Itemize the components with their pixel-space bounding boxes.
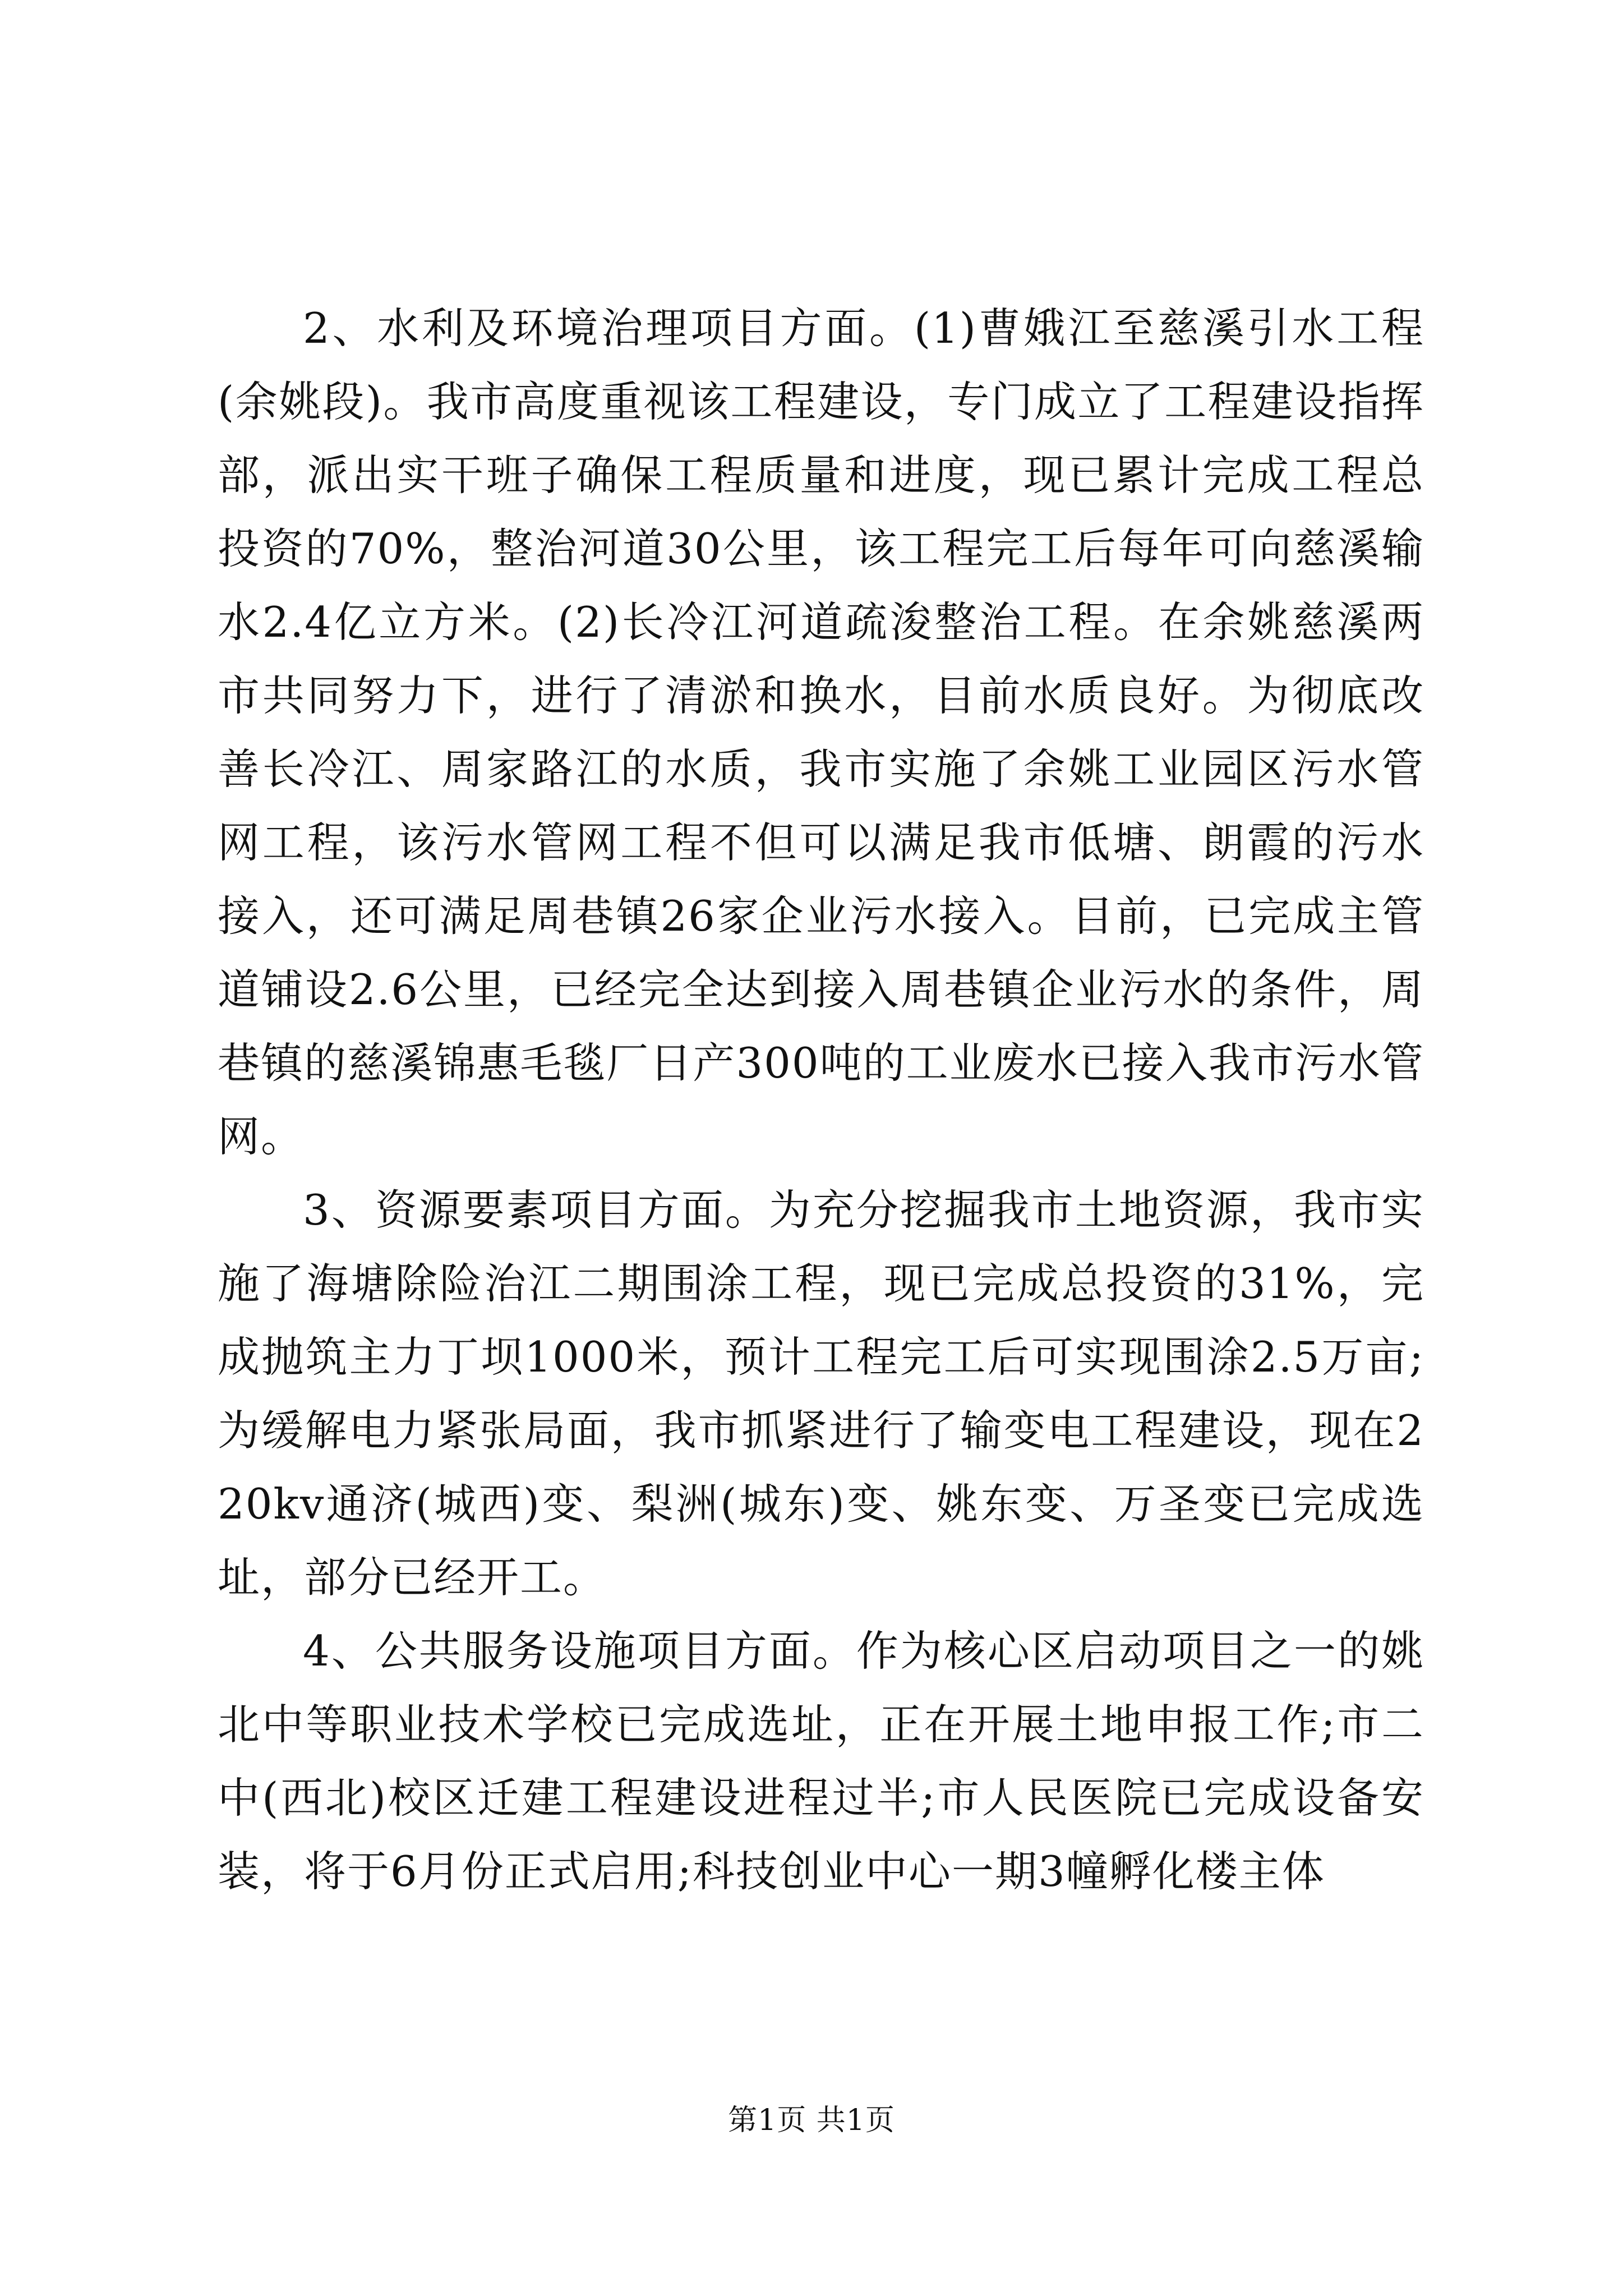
paragraph-public-services: 4、公共服务设施项目方面。作为核心区启动项目之一的姚北中等职业技术学校已完成选址，正在开展土地申报工作;市二中(西北)校区迁建工程建设进程过半;市人民医院已完成设备安装，将于6月份正式启用;科技创业中心一期3幢孵化楼主体 (218, 1626, 1424, 1896)
paragraph-resource-elements: 3、资源要素项目方面。为充分挖掘我市土地资源，我市实施了海塘除险治江二期围涂工程，现已完成总投资的31%，完成抛筑主力丁坝1000米，预计工程完工后可实现围涂2.5万亩;为缓解电力紧张局面，我市抓紧进行了输变电工程建设，现在220kv通济(城西)变、梨洲(城东)变、姚东变、万圣变已完成选址，部分已经开工。 (218, 1185, 1424, 1602)
document-body (218, 292, 1424, 1908)
page-footer: 第1页 共1页 (728, 2104, 895, 2137)
paragraph-water-environment: 2、水利及环境治理项目方面。(1)曹娥江至慈溪引水工程(余姚段)。我市高度重视该工程建设，专门成立了工程建设指挥部，派出实干班子确保工程质量和进度，现已累计完成工程总投资的70%，整治河道30公里，该工程完工后每年可向慈溪输水2.4亿立方米。(2)长冷江河道疏浚整治工程。在余姚慈溪两市共同努力下，进行了清淤和换水，目前水质良好。为彻底改善长冷江、周家路江的水质，我市实施了余姚工业园区污水管网工程，该污水管网工程不但可以满足我市低塘、朗霞的污水接入，还可满足周巷镇26家企业污水接入。目前，已完成主管道铺设2.6公里，已经完全达到接入周巷镇企业污水的条件，周巷镇的慈溪锦惠毛毯厂日产300吨的工业废水已接入我市污水管网。 (218, 303, 1424, 1161)
